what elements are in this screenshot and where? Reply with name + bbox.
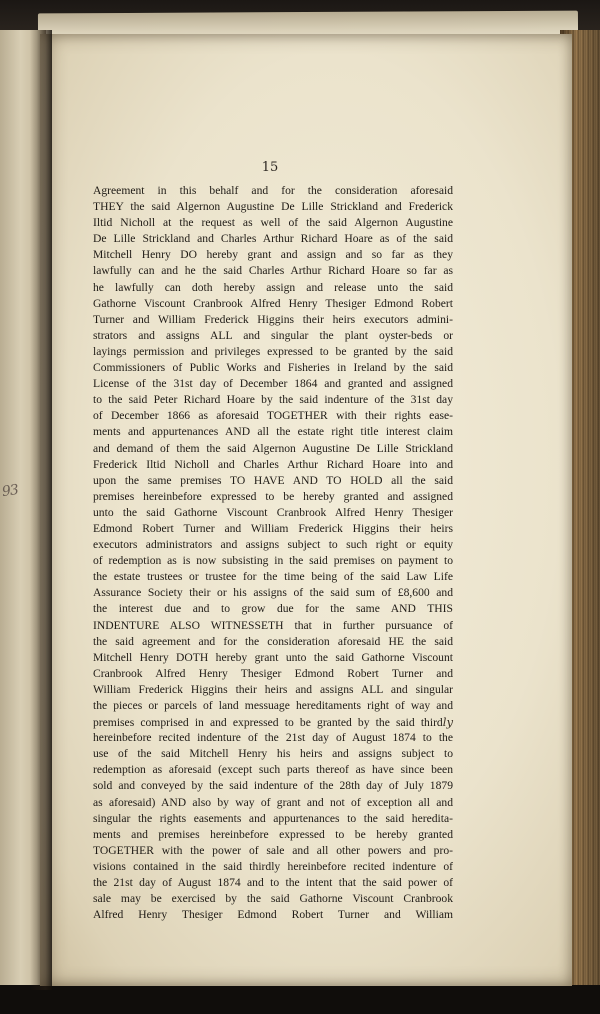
text-line: upon the same premises TO HAVE AND TO HOLD all the said bbox=[93, 473, 453, 487]
text-line: Mitchell Henry DOTH hereby grant unto the said Gathorne Viscount bbox=[93, 650, 453, 664]
text-line: the interest due and to grow due for the same AND THIS bbox=[93, 602, 453, 616]
text-line: of redemption as is now subsisting in the said premises on payment to bbox=[93, 554, 453, 568]
text-line: unto the said Gathorne Viscount Cranbrook Alfred Henry Thesiger bbox=[93, 505, 453, 519]
text-line: Assurance Society their or his assigns of the said sum of £8,600 and bbox=[93, 586, 453, 600]
text-line: he lawfully can doth hereby assign and release unto the said bbox=[93, 280, 453, 294]
text-line: Turner and William Frederick Higgins their heirs executors admini- bbox=[93, 312, 453, 326]
text-line: Mitchell Henry DO hereby grant and assign and so far as they bbox=[93, 248, 453, 262]
text-line: singular the rights easements and appurtenances to the said heredita- bbox=[93, 811, 453, 825]
text-line: Alfred Henry Thesiger Edmond Robert Turner and William bbox=[93, 908, 453, 922]
handwritten-insert: ly bbox=[442, 715, 453, 730]
text-line: Cranbrook Alfred Henry Thesiger Edmond Robert Turner and bbox=[93, 666, 453, 680]
text-line: Agreement in this behalf and for the consideration aforesaid bbox=[93, 184, 453, 197]
gutter-shadow bbox=[30, 30, 52, 990]
text-line: strators and assigns ALL and singular the plant oyster-beds or bbox=[93, 328, 453, 342]
text-line: Iltid Nicholl at the request as well of the said Algernon Augustine bbox=[93, 216, 453, 230]
body-text bbox=[93, 183, 453, 923]
text-line: Edmond Robert Turner and William Frederick Higgins their heirs bbox=[93, 521, 453, 535]
text-line: of December 1866 as aforesaid TOGETHER with their rights ease- bbox=[93, 409, 453, 423]
text-line: Commissioners of Public Works and Fisheries in Ireland by the said bbox=[93, 361, 453, 375]
text-line: the estate trustees or trustee for the time being of the said Law Life bbox=[93, 570, 453, 584]
text-line: De Lille Strickland and Charles Arthur Richard Hoare as of the said bbox=[93, 232, 453, 246]
text-line: INDENTURE ALSO WITNESSETH that in further pursuance of bbox=[93, 618, 453, 632]
text-line: ments and appurtenances AND all the estate right title interest claim bbox=[93, 425, 453, 439]
text-line: redemption as aforesaid (except such parts thereof as have since been bbox=[93, 763, 453, 777]
text-line: hereinbefore recited indenture of the 21st day of August 1874 to the bbox=[93, 731, 453, 745]
text-line: executors administrators and assigns subject to such right or equity bbox=[93, 538, 453, 552]
text-line: premises comprised in and expressed to be granted by the said thirdly bbox=[93, 715, 453, 730]
margin-annotation: 93 bbox=[0, 481, 19, 501]
text-line: lawfully can and he the said Charles Arthur Richard Hoare so far as bbox=[93, 264, 453, 278]
text-line: TOGETHER with the power of sale and all other powers and pro- bbox=[93, 843, 453, 857]
text-line: as aforesaid) AND also by way of grant and not of exception all and bbox=[93, 795, 453, 809]
text-line: Frederick Iltid Nicholl and Charles Arthur Richard Hoare into and bbox=[93, 457, 453, 471]
text-line: ments and premises hereinbefore expressed to be hereby granted bbox=[93, 827, 453, 841]
text-line: visions contained in the said thirdly hereinbefore recited indenture of bbox=[93, 859, 453, 873]
text-line: premises hereinbefore expressed to be hereby granted and assigned bbox=[93, 489, 453, 503]
text-line: sale may be exercised by the said Gathorne Viscount Cranbrook bbox=[93, 892, 453, 906]
text-line: the pieces or parcels of land messuage hereditaments right of way and bbox=[93, 699, 453, 712]
text-line: the 21st day of August 1874 and to the intent that the said power of bbox=[93, 876, 453, 890]
text-line: sold and conveyed by the said indenture of the 28th day of July 1879 bbox=[93, 779, 453, 793]
text-line: the said agreement and for the consideration aforesaid HE the said bbox=[93, 634, 453, 648]
text-line: and demand of them the said Algernon Augustine De Lille Strickland bbox=[93, 441, 453, 455]
text-line: William Frederick Higgins their heirs and assigns ALL and singular bbox=[93, 682, 453, 696]
text-line: use of the said Mitchell Henry his heirs and assigns subject to bbox=[93, 747, 453, 761]
text-line: License of the 31st day of December 1864 and granted and assigned bbox=[93, 377, 453, 391]
text-line: Gathorne Viscount Cranbrook Alfred Henry Thesiger Edmond Robert bbox=[93, 296, 453, 310]
text-line: layings permission and privileges expressed to be granted by the said bbox=[93, 344, 453, 358]
page-number: 15 bbox=[261, 160, 279, 175]
bottom-background bbox=[0, 985, 600, 1014]
text-line: THEY the said Algernon Augustine De Lille Strickland and Frederick bbox=[93, 200, 453, 214]
text-line: to the said Peter Richard Hoare by the said indenture of the 31st day bbox=[93, 393, 453, 407]
